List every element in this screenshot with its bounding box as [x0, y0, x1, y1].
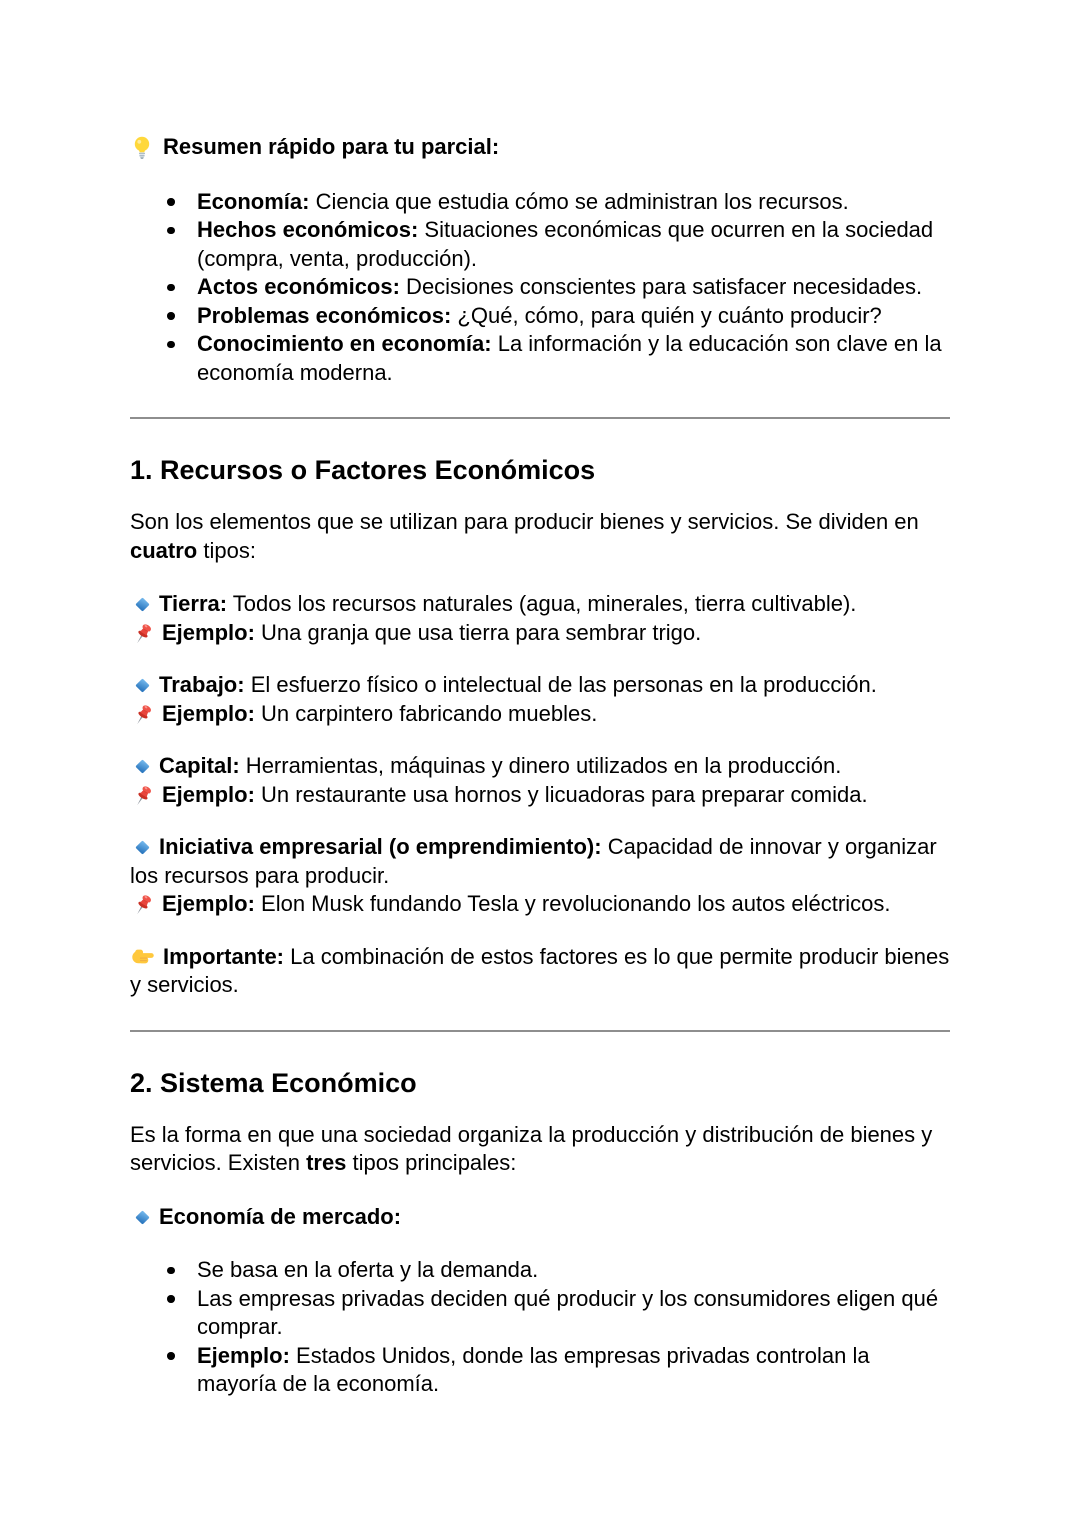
list-item-text: Las empresas privadas deciden qué producir y los consumidores eligen qué comprar.	[197, 1285, 939, 1339]
important-note	[130, 943, 950, 1000]
pushpin-icon	[130, 783, 156, 809]
list-item-term: Conocimiento en economía:	[197, 331, 492, 356]
section-2-title: 2. Sistema Económico	[130, 1067, 417, 1098]
blue-diamond-icon	[135, 1210, 149, 1224]
factor-term: Tierra:	[159, 591, 228, 616]
blue-diamond-icon	[135, 597, 149, 611]
pushpin-icon	[130, 892, 156, 918]
list-item-term: Hechos económicos:	[197, 217, 419, 242]
section-1-intro	[130, 508, 950, 565]
list-item-text: Ciencia que estudia cómo se administran los recursos.	[309, 188, 849, 214]
intro-text: Son los elementos que se utilizan para producir bienes y servicios. Se dividen en	[130, 509, 919, 534]
factor-groups	[130, 590, 950, 919]
example-line	[130, 619, 950, 648]
market-point-item	[130, 1285, 950, 1342]
factor-group	[130, 752, 950, 809]
factor-group	[130, 833, 950, 919]
list-item-term: Ejemplo:	[197, 1342, 290, 1368]
example-label: Ejemplo:	[162, 891, 255, 916]
factor-desc: Todos los recursos naturales (agua, minerales, tierra cultivable).	[227, 591, 857, 616]
intro-text: Es la forma en que una sociedad organiza la producción y distribución de bienes y servicios. Existen	[130, 1121, 933, 1175]
factor-term: Iniciativa empresarial (o emprendimiento):	[159, 834, 602, 859]
factor-term: Capital:	[159, 753, 240, 778]
intro-bold: tres	[306, 1150, 347, 1175]
summary-list	[130, 188, 950, 388]
factor-group	[130, 590, 950, 647]
tip-label: Resumen rápido para tu parcial:	[163, 134, 500, 159]
section-2-intro	[130, 1121, 950, 1178]
pushpin-icon	[130, 702, 156, 728]
pushpin-icon	[130, 621, 156, 647]
example-text: Un carpintero fabricando muebles.	[254, 700, 598, 726]
market-point-item	[130, 1342, 950, 1399]
document-content	[130, 133, 950, 1399]
factor-desc: El esfuerzo físico o intelectual de las personas en la producción.	[244, 672, 877, 697]
list-item-text: Decisiones conscientes para satisfacer necesidades.	[399, 274, 923, 299]
intro-text-after: tipos principales:	[346, 1150, 517, 1175]
factor-line	[130, 752, 950, 781]
market-economy-line	[130, 1203, 950, 1232]
summary-list-item	[130, 273, 950, 302]
lightbulb-icon	[130, 135, 154, 159]
intro-bold: cuatro	[130, 537, 198, 563]
section-1-title: 1. Recursos o Factores Económicos	[130, 455, 596, 485]
example-label: Ejemplo:	[162, 619, 255, 645]
example-text: Un restaurante usa hornos y licuadoras para preparar comida.	[254, 781, 868, 807]
list-item-text: Se basa en la oferta y la demanda.	[197, 1257, 539, 1282]
blue-diamond-icon	[135, 759, 149, 773]
summary-list-item	[130, 330, 950, 387]
list-item-text: La información y la educación son clave en la economía moderna.	[197, 331, 942, 385]
list-item-text: ¿Qué, cómo, para quién y cuánto producir?	[451, 302, 882, 328]
list-item-text: Situaciones económicas que ocurren en la sociedad (compra, venta, producción).	[197, 217, 934, 271]
example-line	[130, 890, 950, 919]
factor-group	[130, 671, 950, 728]
summary-list-item	[130, 216, 950, 273]
summary-list-item	[130, 302, 950, 331]
factor-line	[130, 590, 950, 619]
tip-paragraph	[130, 133, 950, 162]
summary-list-item	[130, 188, 950, 217]
example-line	[130, 781, 950, 810]
list-item-term: Actos económicos:	[197, 274, 400, 299]
intro-text-after: tipos:	[197, 537, 256, 563]
market-point-item	[130, 1256, 950, 1285]
list-item-text: Estados Unidos, donde las empresas privadas controlan la mayoría de la economía.	[197, 1342, 870, 1396]
example-line	[130, 700, 950, 729]
section-divider	[130, 417, 950, 419]
market-points-list	[130, 1256, 950, 1399]
example-text: Una granja que usa tierra para sembrar trigo.	[254, 619, 702, 645]
blue-diamond-icon	[135, 678, 149, 692]
factor-line	[130, 833, 950, 890]
list-item-term: Problemas económicos:	[197, 302, 452, 328]
market-economy-label: Economía de mercado:	[159, 1203, 402, 1229]
section-divider	[130, 1030, 950, 1032]
pointing-finger-icon	[130, 944, 155, 969]
factor-desc: Capacidad de innovar y organizar los recursos para producir.	[130, 834, 937, 888]
factor-term: Trabajo:	[159, 672, 245, 697]
blue-diamond-icon	[135, 840, 149, 854]
factor-line	[130, 671, 950, 700]
note-text: La combinación de estos factores es lo que permite producir bienes y servicios.	[130, 943, 950, 997]
note-label: Importante:	[163, 943, 284, 969]
factor-desc: Herramientas, máquinas y dinero utilizados en la producción.	[239, 753, 842, 778]
list-item-term: Economía:	[197, 188, 310, 214]
example-text: Elon Musk fundando Tesla y revolucionando los autos eléctricos.	[254, 891, 891, 916]
example-label: Ejemplo:	[162, 700, 255, 726]
example-label: Ejemplo:	[162, 781, 255, 807]
